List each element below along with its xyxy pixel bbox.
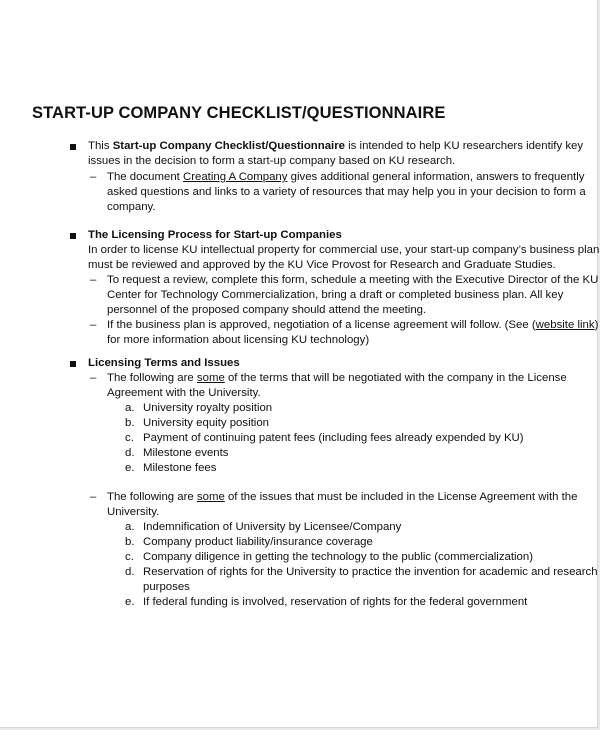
issue-item: Company diligence in getting the technology to the public (commercialization) xyxy=(143,551,534,563)
website-link[interactable]: website link xyxy=(535,319,595,331)
review-item-line-1: To request a review, complete this form, schedule a meeting with the Executive Director of the KU xyxy=(107,274,599,286)
term-letter: e. xyxy=(125,462,135,474)
issues-intro-text: of the issues that must be included in the License Agreement with the xyxy=(224,491,578,503)
term-item: University equity position xyxy=(143,417,269,429)
intro-bold-title: Start-up Company Checklist/Questionnaire xyxy=(112,140,345,152)
approval-text: ) xyxy=(594,319,599,331)
dash-bullet: – xyxy=(90,171,97,183)
terms-intro-line-1 xyxy=(107,371,567,386)
dash-bullet: – xyxy=(90,319,97,331)
dash-bullet: – xyxy=(90,274,97,286)
dash-bullet: – xyxy=(90,372,97,384)
terms-intro-line-2: Agreement with the University. xyxy=(107,387,261,399)
term-item: University royalty position xyxy=(143,402,273,414)
approval-item-line-1 xyxy=(107,318,598,333)
term-letter: b. xyxy=(125,417,135,429)
issue-letter: c. xyxy=(125,551,134,563)
review-item-line-2: Center for Technology Commercialization, bring a draft or completed business plan. All key xyxy=(107,289,564,301)
issue-item: If federal funding is involved, reservation of rights for the federal government xyxy=(143,596,528,608)
issue-item: Company product liability/insurance coverage xyxy=(143,536,373,548)
issues-intro-line-2: University. xyxy=(107,506,160,518)
issues-intro-emphasis: some xyxy=(196,491,225,503)
licensing-process-heading: The Licensing Process for Start-up Companies xyxy=(88,229,342,241)
issue-item-continuation: purposes xyxy=(143,581,190,593)
dash-bullet: – xyxy=(90,491,97,503)
licensing-terms-heading: Licensing Terms and Issues xyxy=(88,357,240,369)
terms-intro-emphasis: some xyxy=(196,372,225,384)
term-letter: c. xyxy=(125,432,134,444)
approval-text: If the business plan is approved, negotiation of a license agreement will follow. (See ( xyxy=(107,319,536,331)
approval-item-line-2: for more information about licensing KU technology) xyxy=(107,334,370,346)
licensing-process-line-1: In order to license KU intellectual property for commercial use, your start-up company’s business plan xyxy=(88,244,600,256)
document-title: START-UP COMPANY CHECKLIST/QUESTIONNAIRE xyxy=(32,104,446,122)
bullet-square-icon xyxy=(70,144,76,150)
term-item: Payment of continuing patent fees (including fees already expended by KU) xyxy=(143,432,524,444)
issue-item: Reservation of rights for the University to practice the invention for academic and research xyxy=(143,566,598,578)
bullet-square-icon xyxy=(70,361,76,367)
term-item: Milestone fees xyxy=(143,462,217,474)
bullet-square-icon xyxy=(70,233,76,239)
issue-letter: a. xyxy=(125,521,135,533)
intro-sub-line-1 xyxy=(107,170,584,185)
term-item: Milestone events xyxy=(143,447,229,459)
issue-item: Indemnification of University by Licensee/Company xyxy=(143,521,402,533)
intro-sub-line-3: company. xyxy=(107,201,156,213)
issue-letter: b. xyxy=(125,536,135,548)
intro-sub-text: gives additional general information, answers to frequently xyxy=(287,171,585,183)
intro-sub-text: The document xyxy=(107,171,183,183)
creating-a-company-link[interactable]: Creating A Company xyxy=(182,171,288,183)
intro-text: is intended to help KU researchers identify key xyxy=(344,140,584,152)
issue-letter: e. xyxy=(125,596,135,608)
terms-intro-text: of the terms that will be negotiated with the company in the License xyxy=(224,372,567,384)
review-item-line-3: personnel of the proposed company should attend the meeting. xyxy=(107,304,427,316)
intro-line-1 xyxy=(88,139,583,154)
issues-intro-line-1 xyxy=(107,490,577,505)
intro-line-2: issues in the decision to form a start-up company based on KU research. xyxy=(88,155,456,167)
issues-intro-text: The following are xyxy=(107,491,197,503)
intro-text: This xyxy=(88,140,113,152)
term-letter: d. xyxy=(125,447,135,459)
term-letter: a. xyxy=(125,402,135,414)
licensing-process-line-2: must be reviewed and approved by the KU Vice Provost for Research and Graduate Studies. xyxy=(88,259,556,271)
terms-intro-text: The following are xyxy=(107,372,197,384)
intro-sub-line-2: asked questions and links to a variety of resources that may help you in your decision to form a xyxy=(107,186,586,198)
issue-letter: d. xyxy=(125,566,135,578)
